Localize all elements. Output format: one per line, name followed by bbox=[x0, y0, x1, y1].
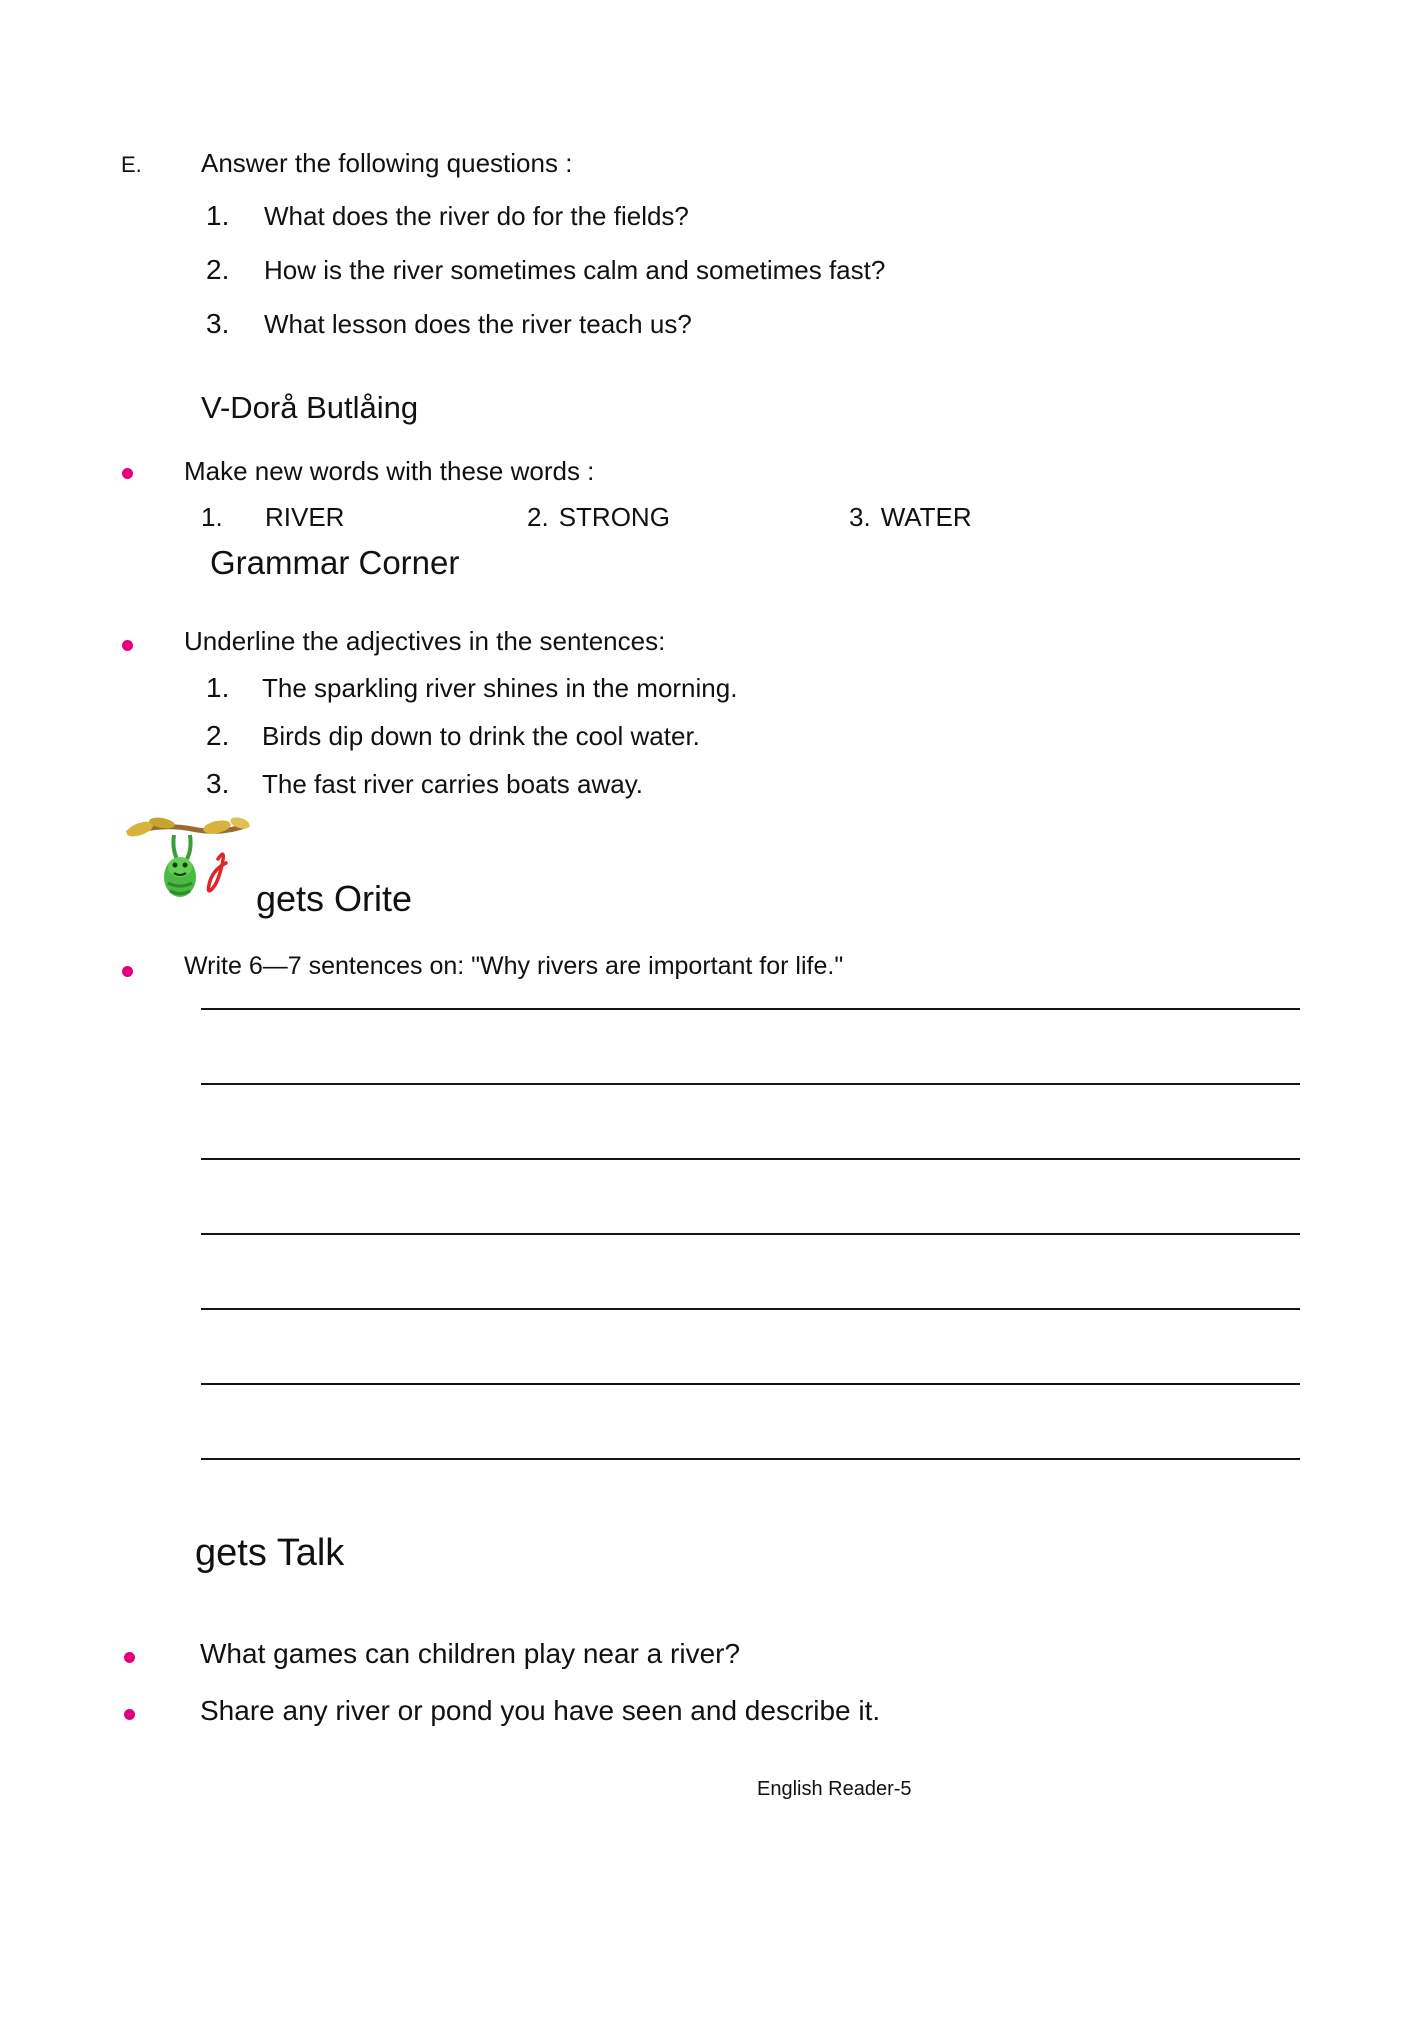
word-item bbox=[201, 502, 344, 533]
section-e-label: E. bbox=[121, 152, 142, 177]
bullet-icon bbox=[124, 1652, 135, 1663]
page-footer: English Reader-5 bbox=[757, 1778, 912, 1800]
sentence-text: The sparkling river shines in the morning. bbox=[262, 673, 738, 703]
question-text: What lesson does the river teach us? bbox=[264, 309, 692, 339]
sentence-text: Birds dip down to drink the cool water. bbox=[262, 721, 700, 751]
bullet-icon bbox=[122, 966, 133, 977]
bullet-icon bbox=[122, 468, 133, 479]
question-text: How is the river sometimes calm and sometimes fast? bbox=[264, 255, 886, 285]
word-text: STRONG bbox=[558, 502, 670, 532]
writing-line[interactable] bbox=[201, 1233, 1300, 1235]
word-number: 1. bbox=[201, 502, 223, 532]
question-text: What does the river do for the fields? bbox=[264, 201, 689, 231]
grammar-corner-heading: Grammar Corner bbox=[210, 544, 460, 581]
writing-line[interactable] bbox=[201, 1083, 1300, 1085]
word-building-heading: V-Dorå Butlåing bbox=[201, 390, 419, 425]
writing-lines bbox=[201, 1008, 1300, 1460]
word-number: 2. bbox=[527, 502, 549, 532]
sentence-number: 3. bbox=[206, 768, 230, 799]
mascot-icon bbox=[122, 815, 252, 915]
grammar-instruction: Underline the adjectives in the sentences: bbox=[184, 626, 666, 656]
question-number: 3. bbox=[206, 308, 230, 339]
word-item bbox=[849, 502, 972, 533]
word-item bbox=[527, 502, 670, 533]
question-number: 2. bbox=[206, 254, 230, 285]
question-number: 1. bbox=[206, 200, 230, 231]
talk-section-heading: gets Talk bbox=[195, 1532, 345, 1574]
writing-line[interactable] bbox=[201, 1158, 1300, 1160]
writing-line[interactable] bbox=[201, 1308, 1300, 1310]
word-text: RIVER bbox=[265, 502, 345, 532]
sentence-row bbox=[206, 720, 700, 752]
write-prompt: Write 6—7 sentences on: "Why rivers are important for life." bbox=[184, 952, 844, 980]
question-row bbox=[206, 254, 885, 286]
word-number: 3. bbox=[849, 502, 871, 532]
word-text: WATER bbox=[880, 502, 972, 532]
writing-line[interactable] bbox=[201, 1008, 1300, 1010]
sentence-row bbox=[206, 768, 643, 800]
write-section-heading: gets Orite bbox=[256, 878, 413, 919]
sentence-row bbox=[206, 672, 737, 704]
word-building-instruction: Make new words with these words : bbox=[184, 456, 595, 486]
mascot-graphic bbox=[122, 815, 252, 920]
sentence-text: The fast river carries boats away. bbox=[262, 769, 643, 799]
bullet-icon bbox=[124, 1709, 135, 1720]
sentence-number: 1. bbox=[206, 672, 230, 703]
writing-line[interactable] bbox=[201, 1458, 1300, 1460]
question-row bbox=[206, 200, 689, 232]
talk-question: What games can children play near a river? bbox=[200, 1638, 741, 1669]
sentence-number: 2. bbox=[206, 720, 230, 751]
writing-line[interactable] bbox=[201, 1383, 1300, 1385]
question-row bbox=[206, 308, 692, 340]
bullet-icon bbox=[122, 640, 133, 651]
section-e-title: Answer the following questions : bbox=[201, 148, 573, 178]
talk-question: Share any river or pond you have seen and describe it. bbox=[200, 1695, 881, 1726]
